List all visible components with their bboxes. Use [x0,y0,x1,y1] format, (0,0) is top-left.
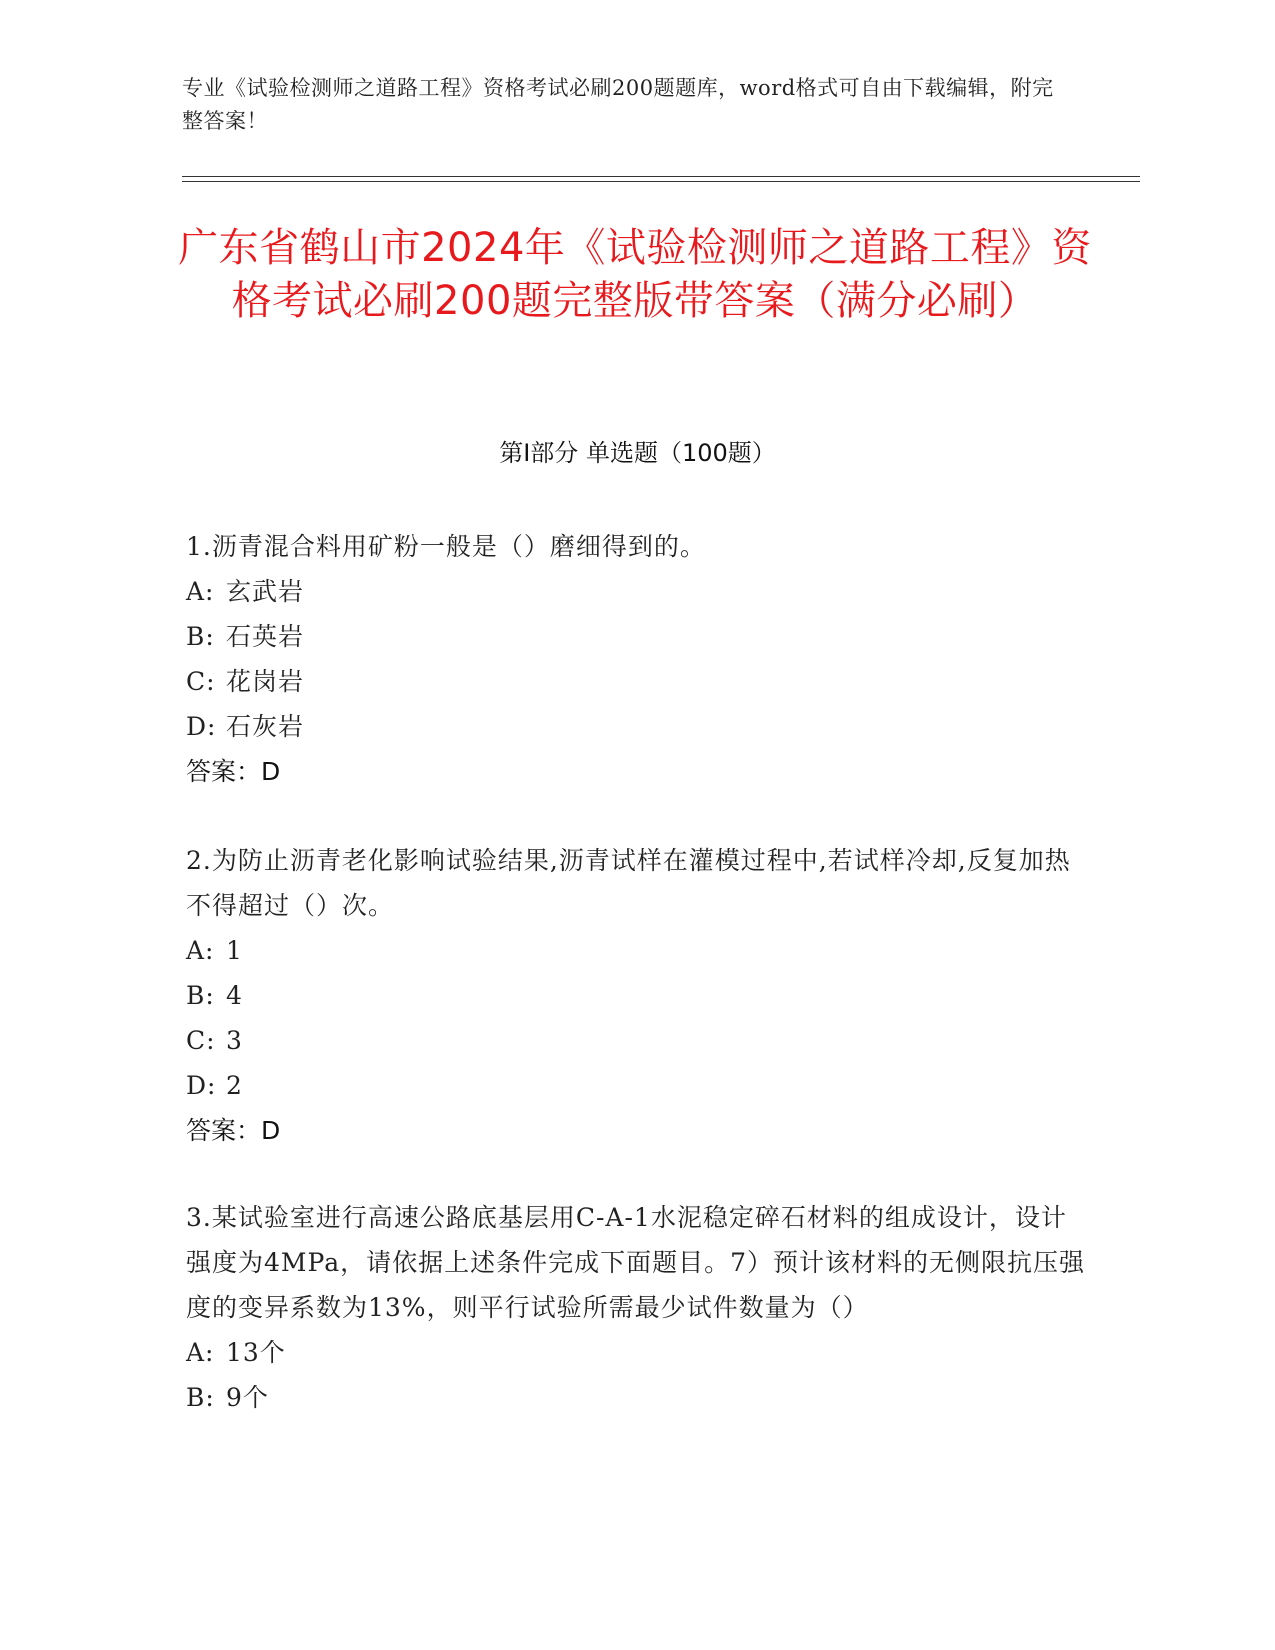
option-letter: C: [186,667,216,696]
question-stem: 3.某试验室进行高速公路底基层用C-A-1水泥稳定碎石材料的组成设计，设计强度为4MPa，请依据上述条件完成下面题目。7）预计该材料的无侧限抗压强度的变异系数为13%，则平行试验所需最少试件数量为（） [186,1203,1086,1322]
question-option [186,704,1086,749]
header-divider-bottom [182,181,1140,182]
option-letter: D: [186,712,217,741]
option-letter: B: [186,1383,215,1412]
question-option [186,614,1086,659]
question-option [186,569,1086,614]
question-option [186,1330,1086,1375]
option-text: 花岗岩 [226,667,305,696]
question-answer: 答案：D [186,757,281,786]
header-note: 专业《试验检测师之道路工程》资格考试必刷200题题库，word格式可自由下载编辑，附完整答案！ [182,76,1054,133]
question-stem: 2.为防止沥青老化影响试验结果,沥青试样在灌模过程中,若试样冷却,反复加热不得超过（）次。 [186,846,1071,920]
question-option [186,1018,1086,1063]
option-text: 1 [226,936,243,965]
question-block [186,1195,1086,1420]
question-option [186,1375,1086,1420]
question-block [186,838,1086,1153]
option-text: 玄武岩 [226,577,305,606]
question-option [186,659,1086,704]
question-option [186,973,1086,1018]
question-stem: 1.沥青混合料用矿粉一般是（）磨细得到的。 [186,532,706,561]
option-text: 石灰岩 [226,712,305,741]
option-letter: D: [186,1071,217,1100]
section-title: 第Ⅰ部分 单选题（100题） [499,439,776,467]
option-text: 石英岩 [226,622,305,651]
question-block [186,524,1086,794]
option-text: 3 [226,1026,243,1055]
question-option [186,928,1086,973]
option-letter: B: [186,622,215,651]
option-letter: A: [186,936,215,965]
option-letter: A: [186,1338,215,1367]
option-text: 9个 [226,1383,269,1412]
option-letter: B: [186,981,215,1010]
question-answer: 答案：D [186,1116,281,1145]
document-title: 广东省鹤山市2024年《试验检测师之道路工程》资格考试必刷200题完整版带答案（满分必刷） [178,225,1092,324]
option-letter: A: [186,577,215,606]
option-letter: C: [186,1026,216,1055]
option-text: 13个 [226,1338,286,1367]
option-text: 4 [226,981,243,1010]
option-text: 2 [226,1071,243,1100]
question-option [186,1063,1086,1108]
header-divider-top [182,176,1140,177]
